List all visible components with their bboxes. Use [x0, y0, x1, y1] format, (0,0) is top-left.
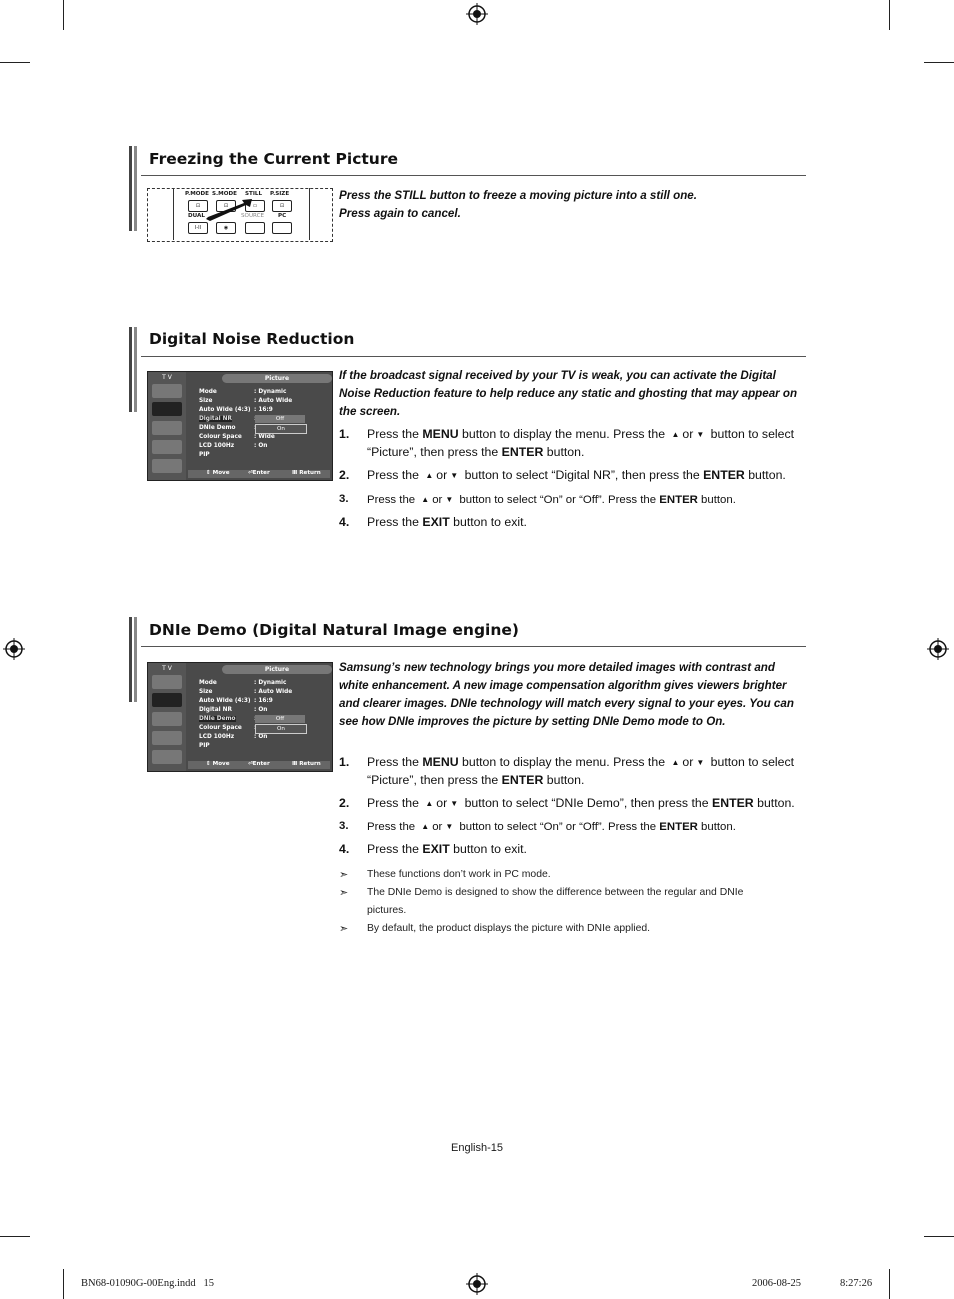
record-button: ◉ — [216, 222, 236, 234]
tv-menu-screenshot — [147, 371, 333, 481]
slug-date: 2006-08-25 — [752, 1278, 801, 1289]
note-item: ➣ These functions don’t work in PC mode. — [339, 866, 789, 884]
section-bar — [134, 617, 137, 702]
registration-mark-icon — [466, 1273, 488, 1295]
picture-icon — [152, 693, 182, 707]
menu-enter-hint: ⏎Enter — [248, 761, 270, 767]
menu-row: Digital NR : On — [199, 707, 268, 713]
sound-icon — [152, 712, 182, 726]
menu-row: Digital NR — [199, 416, 232, 422]
menu-tv-label: T V — [162, 665, 172, 672]
note-arrow-icon: ➣ — [339, 923, 349, 935]
menu-row: Mode : Dynamic — [199, 680, 287, 686]
note-item: ➣ By default, the product displays the picture with DNIe applied. — [339, 920, 789, 938]
crop-mark — [889, 0, 890, 30]
crop-mark — [63, 1269, 64, 1299]
down-arrow-icon: ▼ — [445, 495, 454, 504]
up-arrow-icon: ▲ — [425, 799, 434, 808]
up-arrow-icon: ▲ — [421, 495, 430, 504]
step-item: 1. Press the MENU button to display the menu. Press the ▲ or ▼ button to select “Picture”, then press the ENTER button. — [339, 755, 795, 787]
menu-row: LCD 100Hz : On — [199, 443, 268, 449]
note-item: ➣ The DNIe Demo is designed to show the difference between the regular and DNIe pictures. — [339, 884, 759, 920]
section-intro: Press the STILL button to freeze a moving picture into a still one. Press again to cancel. — [339, 189, 697, 220]
menu-return-hint: Ⅲ Return — [292, 761, 321, 767]
crop-mark — [0, 1236, 30, 1237]
note-arrow-icon: ➣ — [339, 869, 349, 881]
up-arrow-icon: ▲ — [671, 430, 680, 439]
crop-mark — [924, 62, 954, 63]
menu-row: Auto Wide (4:3) : 16:9 — [199, 407, 273, 413]
section-rule — [141, 356, 806, 357]
step-item: 2. Press the ▲ or ▼ button to select “Digital NR”, then press the ENTER button. — [339, 467, 807, 485]
down-arrow-icon: ▼ — [696, 430, 705, 439]
section-bar — [129, 146, 132, 231]
step-item: 1. Press the MENU button to display the menu. Press the ▲ or ▼ button to select “Picture”, then press the ENTER button. — [339, 427, 795, 459]
section-bar — [134, 146, 137, 231]
menu-move-hint: ⇕ Move — [206, 470, 230, 476]
registration-mark-icon — [927, 638, 949, 660]
up-arrow-icon: ▲ — [671, 758, 680, 767]
menu-row: DNIe Demo — [199, 716, 236, 722]
input-icon — [152, 384, 182, 398]
menu-option-off: Off — [255, 715, 305, 723]
section-title: DNIe Demo (Digital Natural Image engine) — [149, 621, 519, 639]
menu-header: Picture — [222, 374, 332, 383]
menu-row: Size : Auto Wide — [199, 689, 293, 695]
picture-icon — [152, 402, 182, 416]
menu-header: Picture — [222, 665, 332, 674]
menu-row: Auto Wide (4:3) : 16:9 — [199, 698, 273, 704]
remote-label: DUAL — [188, 213, 205, 219]
psize-button: ⊡ — [272, 200, 292, 212]
section-bar — [129, 327, 132, 412]
section-bar — [134, 327, 137, 412]
channel-icon — [152, 731, 182, 745]
section-title: Digital Noise Reduction — [149, 330, 355, 348]
page-number: English-15 — [451, 1142, 503, 1154]
menu-row: Colour Space — [199, 725, 242, 731]
menu-option-on: On — [255, 724, 307, 734]
up-arrow-icon: ▲ — [421, 822, 430, 831]
pointer-arrow-icon — [206, 199, 256, 221]
crop-mark — [63, 0, 64, 30]
up-arrow-icon: ▲ — [425, 471, 434, 480]
menu-row: Size : Auto Wide — [199, 398, 293, 404]
pmode-button: ⊡ — [188, 200, 208, 212]
section-intro: If the broadcast signal received by your TV is weak, you can activate the Digital Noise Reduction feature to help reduce any static and ghosting that may appear on the screen. — [339, 369, 798, 418]
step-item: 4. Press the EXIT button to exit. — [339, 515, 527, 529]
remote-label: S.MODE — [212, 191, 237, 197]
menu-footer — [188, 470, 330, 478]
menu-row: LCD 100Hz : On — [199, 734, 268, 740]
step-item: 4. Press the EXIT button to exit. — [339, 842, 527, 856]
remote-control-illustration — [147, 188, 333, 242]
section-rule — [141, 646, 806, 647]
down-arrow-icon: ▼ — [445, 822, 454, 831]
down-arrow-icon: ▼ — [450, 471, 459, 480]
smode-button: ⊡ — [216, 200, 236, 212]
registration-mark-icon — [466, 3, 488, 25]
sound-icon — [152, 421, 182, 435]
step-item: 3. Press the ▲ or ▼ button to select “On” or “Off”. Press the ENTER button. — [339, 818, 807, 837]
menu-option-off: Off — [255, 415, 305, 423]
menu-tv-label: T V — [162, 374, 172, 381]
still-button: ▭ — [245, 200, 265, 212]
section-intro: Samsung’s new technology brings you more detailed images with contrast and white enhancement. A new image compensation algorithm gives viewers brighter and clearer images. DNIe technology will match every signal to your eyes. You can see how DNIe improves the picture by setting DNIe Demo mode to On. — [339, 661, 794, 728]
setup-icon — [152, 750, 182, 764]
down-arrow-icon: ▼ — [450, 799, 459, 808]
menu-return-hint: Ⅲ Return — [292, 470, 321, 476]
remote-label: P.SIZE — [270, 191, 290, 197]
step-item: 2. Press the ▲ or ▼ button to select “DNIe Demo”, then press the ENTER button. — [339, 795, 807, 813]
remote-label: P.MODE — [185, 191, 209, 197]
down-arrow-icon: ▼ — [696, 758, 705, 767]
dual-button: I-II — [188, 222, 208, 234]
crop-mark — [889, 1269, 890, 1299]
slug-file: BN68-01090G-00Eng.indd 15 — [81, 1278, 214, 1289]
crop-mark — [0, 62, 30, 63]
setup-icon — [152, 459, 182, 473]
channel-icon — [152, 440, 182, 454]
slug-time: 8:27:26 — [840, 1278, 873, 1289]
section-title: Freezing the Current Picture — [149, 150, 398, 168]
remote-label: PC — [278, 213, 287, 219]
menu-row: DNIe Demo — [199, 425, 236, 431]
input-icon — [152, 675, 182, 689]
step-item: 3. Press the ▲ or ▼ button to select “On” or “Off”. Press the ENTER button. — [339, 491, 807, 510]
menu-row: PIP — [199, 452, 210, 458]
crop-mark — [924, 1236, 954, 1237]
remote-label: STILL — [245, 191, 263, 197]
note-arrow-icon: ➣ — [339, 887, 349, 899]
source-button — [245, 222, 265, 234]
tv-menu-screenshot — [147, 662, 333, 772]
menu-footer — [188, 761, 330, 769]
menu-move-hint: ⇕ Move — [206, 761, 230, 767]
remote-label: SOURCE — [241, 213, 265, 219]
registration-mark-icon — [3, 638, 25, 660]
menu-row: PIP — [199, 743, 210, 749]
menu-option-on: On — [255, 424, 307, 434]
pc-button — [272, 222, 292, 234]
menu-row: Mode : Dynamic — [199, 389, 287, 395]
menu-enter-hint: ⏎Enter — [248, 470, 270, 476]
menu-row: Colour Space : Wide — [199, 434, 275, 440]
section-rule — [141, 175, 806, 176]
section-bar — [129, 617, 132, 702]
